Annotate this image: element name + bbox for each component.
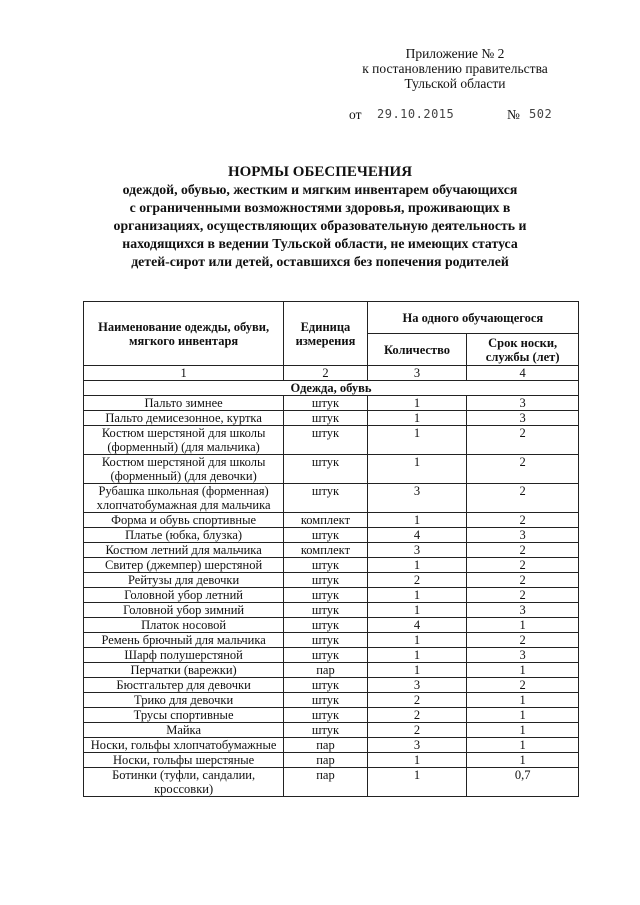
cell-unit: комплект (284, 513, 368, 528)
cell-name: Свитер (джемпер) шерстяной (84, 558, 284, 573)
table-row (84, 738, 579, 753)
cell-term: 1 (467, 618, 579, 633)
table-row (84, 663, 579, 678)
cell-quantity: 1 (367, 633, 467, 648)
header-row (84, 302, 579, 334)
cell-unit: штук (284, 411, 368, 426)
cell-unit: штук (284, 484, 368, 513)
table-row (84, 426, 579, 455)
cell-quantity: 3 (367, 738, 467, 753)
cell-name: Шарф полушерстяной (84, 648, 284, 663)
date-value: 29.10.2015 (377, 107, 455, 121)
number-value: 502 (529, 107, 553, 121)
cell-unit: штук (284, 633, 368, 648)
table-row (84, 768, 579, 797)
cell-quantity: 1 (367, 558, 467, 573)
table-row (84, 723, 579, 738)
table-row (84, 678, 579, 693)
appendix-line-2: к постановлению правительства (362, 61, 548, 76)
cell-term: 3 (467, 528, 579, 543)
header-name: Наименование одежды, обуви, мягкого инвентаря (84, 302, 284, 366)
section-row (84, 381, 579, 396)
cell-quantity: 2 (367, 708, 467, 723)
cell-term: 3 (467, 648, 579, 663)
header-term: Срок носки, службы (лет) (467, 334, 579, 366)
cell-name: Рубашка школьная (форменная) хлопчатобумажная для мальчика (84, 484, 284, 513)
cell-name: Трико для девочки (84, 693, 284, 708)
resolution-reference (349, 107, 569, 123)
table-row (84, 573, 579, 588)
cell-name: Носки, гольфы шерстяные (84, 753, 284, 768)
table-row (84, 588, 579, 603)
cell-quantity: 1 (367, 753, 467, 768)
cell-unit: комплект (284, 543, 368, 558)
cell-unit: штук (284, 573, 368, 588)
cell-unit: штук (284, 426, 368, 455)
cell-unit: штук (284, 588, 368, 603)
cell-name: Бюстгальтер для девочки (84, 678, 284, 693)
cell-name: Костюм шерстяной для школы (форменный) (для девочки) (84, 455, 284, 484)
cell-quantity: 4 (367, 528, 467, 543)
cell-unit: штук (284, 528, 368, 543)
cell-term: 3 (467, 411, 579, 426)
title-sub-line: находящихся в ведении Тульской области, не имеющих статуса (122, 236, 518, 251)
table-row (84, 633, 579, 648)
cell-term: 2 (467, 633, 579, 648)
header-unit: Единица измерения (284, 302, 368, 366)
table-row (84, 603, 579, 618)
cell-name: Трусы спортивные (84, 708, 284, 723)
cell-quantity: 1 (367, 396, 467, 411)
column-number: 4 (467, 366, 579, 381)
table-row (84, 618, 579, 633)
cell-name: Перчатки (варежки) (84, 663, 284, 678)
cell-name: Ботинки (туфли, сандалии, кроссовки) (84, 768, 284, 797)
cell-term: 2 (467, 426, 579, 455)
document-title (60, 163, 580, 271)
section-title: Одежда, обувь (84, 381, 579, 396)
cell-term: 0,7 (467, 768, 579, 797)
cell-quantity: 1 (367, 588, 467, 603)
cell-name: Рейтузы для девочки (84, 573, 284, 588)
table-row (84, 648, 579, 663)
cell-term: 2 (467, 558, 579, 573)
cell-unit: штук (284, 678, 368, 693)
table-row (84, 543, 579, 558)
cell-unit: пар (284, 753, 368, 768)
table-body (84, 396, 579, 797)
title-main: НОРМЫ ОБЕСПЕЧЕНИЯ (227, 164, 413, 180)
title-sub-line: с ограниченными возможностями здоровья, проживающих в (129, 200, 511, 215)
cell-unit: штук (284, 723, 368, 738)
column-number: 1 (84, 366, 284, 381)
cell-quantity: 1 (367, 513, 467, 528)
cell-quantity: 3 (367, 543, 467, 558)
column-number: 3 (367, 366, 467, 381)
cell-name: Головной убор летний (84, 588, 284, 603)
cell-quantity: 1 (367, 426, 467, 455)
cell-term: 1 (467, 723, 579, 738)
table-row (84, 558, 579, 573)
cell-quantity: 3 (367, 484, 467, 513)
cell-term: 2 (467, 455, 579, 484)
cell-unit: штук (284, 396, 368, 411)
cell-name: Костюм летний для мальчика (84, 543, 284, 558)
norms-table (83, 301, 579, 797)
cell-term: 2 (467, 513, 579, 528)
cell-name: Пальто демисезонное, куртка (84, 411, 284, 426)
cell-name: Головной убор зимний (84, 603, 284, 618)
cell-quantity: 1 (367, 648, 467, 663)
cell-term: 1 (467, 708, 579, 723)
table-row (84, 396, 579, 411)
number-label: № (507, 107, 520, 122)
appendix-heading (340, 46, 570, 91)
cell-quantity: 2 (367, 723, 467, 738)
cell-name: Ремень брючный для мальчика (84, 633, 284, 648)
header-per-student: На одного обучающегося (367, 302, 578, 334)
appendix-line-1: Приложение № 2 (405, 46, 505, 61)
date-label: от (349, 107, 362, 122)
cell-name: Носки, гольфы хлопчатобумажные (84, 738, 284, 753)
cell-name: Майка (84, 723, 284, 738)
cell-unit: штук (284, 455, 368, 484)
cell-name: Форма и обувь спортивные (84, 513, 284, 528)
cell-quantity: 2 (367, 693, 467, 708)
cell-quantity: 1 (367, 768, 467, 797)
cell-term: 2 (467, 543, 579, 558)
appendix-line-3: Тульской области (404, 76, 506, 91)
cell-quantity: 2 (367, 573, 467, 588)
table-row (84, 455, 579, 484)
column-number: 2 (284, 366, 368, 381)
cell-term: 1 (467, 693, 579, 708)
table-row (84, 513, 579, 528)
cell-quantity: 1 (367, 663, 467, 678)
column-number-row (84, 366, 579, 381)
cell-name: Пальто зимнее (84, 396, 284, 411)
cell-term: 3 (467, 603, 579, 618)
table-row (84, 484, 579, 513)
cell-term: 2 (467, 484, 579, 513)
cell-term: 1 (467, 663, 579, 678)
table-row (84, 753, 579, 768)
table-row (84, 708, 579, 723)
cell-term: 3 (467, 396, 579, 411)
cell-name: Костюм шерстяной для школы (форменный) (для мальчика) (84, 426, 284, 455)
cell-term: 2 (467, 678, 579, 693)
cell-unit: пар (284, 663, 368, 678)
cell-unit: штук (284, 693, 368, 708)
title-sub-line: детей-сирот или детей, оставшихся без попечения родителей (131, 254, 509, 269)
cell-unit: штук (284, 708, 368, 723)
cell-unit: штук (284, 558, 368, 573)
cell-unit: штук (284, 648, 368, 663)
cell-unit: пар (284, 768, 368, 797)
cell-term: 1 (467, 738, 579, 753)
cell-term: 2 (467, 573, 579, 588)
title-sub-line: одеждой, обувью, жестким и мягким инвентарем обучающихся (122, 182, 518, 197)
cell-term: 2 (467, 588, 579, 603)
cell-term: 1 (467, 753, 579, 768)
cell-unit: штук (284, 603, 368, 618)
table-row (84, 411, 579, 426)
cell-quantity: 4 (367, 618, 467, 633)
cell-unit: штук (284, 618, 368, 633)
cell-name: Платье (юбка, блузка) (84, 528, 284, 543)
cell-quantity: 1 (367, 455, 467, 484)
cell-quantity: 1 (367, 411, 467, 426)
table-row (84, 693, 579, 708)
cell-quantity: 1 (367, 603, 467, 618)
cell-name: Платок носовой (84, 618, 284, 633)
cell-unit: пар (284, 738, 368, 753)
header-quantity: Количество (367, 334, 467, 366)
title-sub-line: организациях, осуществляющих образовательную деятельность и (113, 218, 527, 233)
cell-quantity: 3 (367, 678, 467, 693)
table-row (84, 528, 579, 543)
